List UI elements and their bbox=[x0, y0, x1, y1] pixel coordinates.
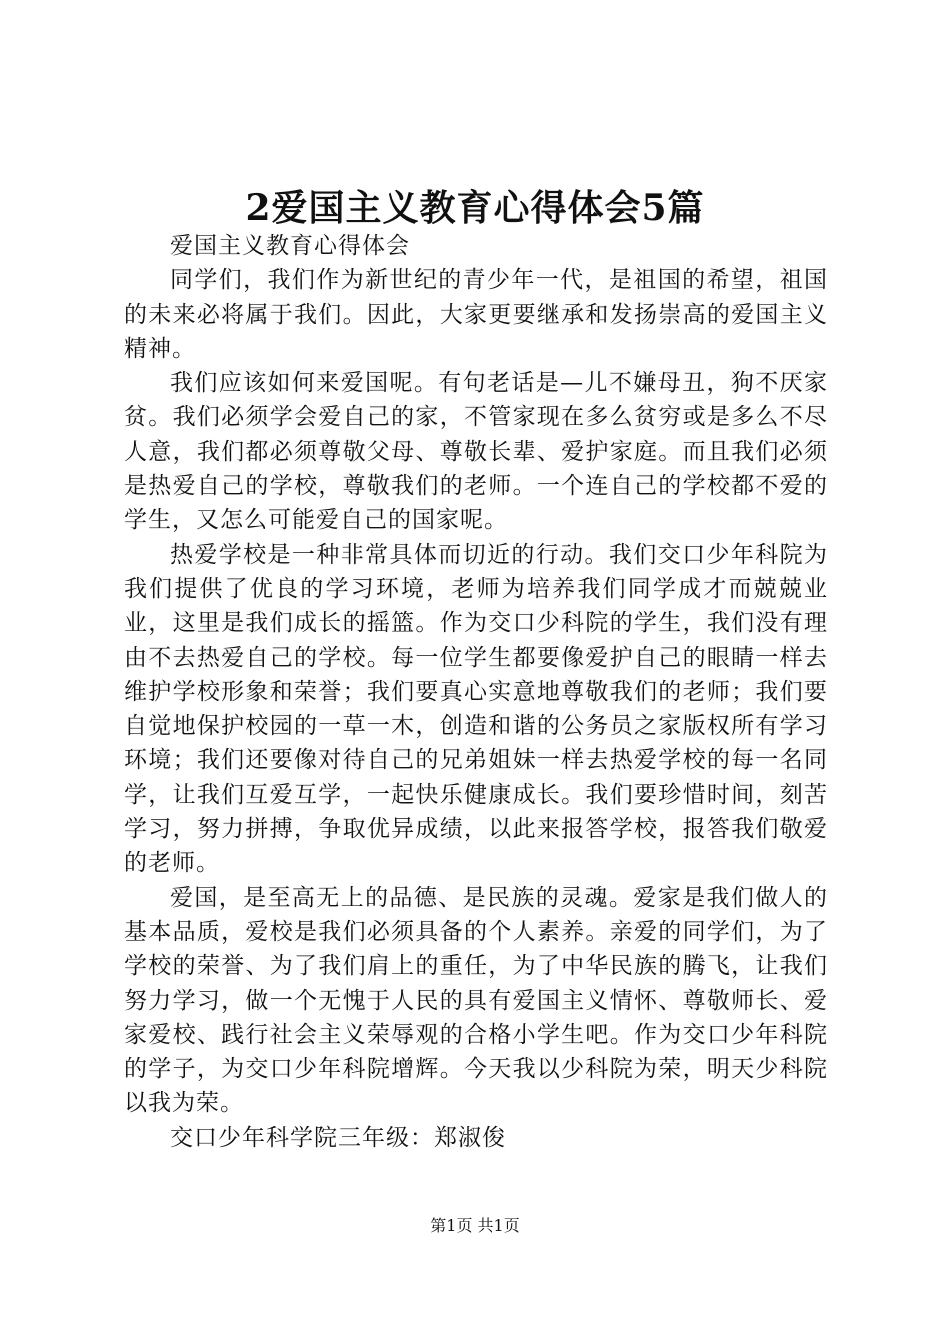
paragraph-2: 我们应该如何来爱国呢。有句老话是—儿不嫌母丑，狗不厌家贫。我们必须学会爱自己的家，不管家现在多么贫穷或是多么不尽人意，我们都必须尊敬父母、尊敬长辈、爱护家庭。而且我们必须是热爱自己的学校，尊敬我们的老师。一个连自己的学校都不爱的学生，又怎么可能爱自己的国家呢。 bbox=[124, 370, 828, 534]
document-body bbox=[124, 229, 828, 1155]
page-footer: 第1页 共1页 bbox=[430, 1216, 520, 1235]
author-signature: 交口少年科学院三年级：郑淑俊 bbox=[170, 1124, 506, 1151]
paragraph-1: 同学们，我们作为新世纪的青少年一代，是祖国的希望，祖国的未来必将属于我们。因此，大家更要继承和发扬崇高的爱国主义精神。 bbox=[124, 267, 828, 362]
paragraph-4: 爱国，是至高无上的品德、是民族的灵魂。爱家是我们做人的基本品质，爱校是我们必须具备的个人素养。亲爱的同学们，为了学校的荣誉、为了我们肩上的重任，为了中华民族的腾飞，让我们努力学习，做一个无愧于人民的具有爱国主义情怀、尊敬师长、爱家爱校、践行社会主义荣辱观的合格小学生吧。作为交口少年科院的学子，为交口少年科院增辉。今天我以少科院为荣，明天少科院以我为荣。 bbox=[124, 884, 828, 1117]
paragraph-3: 热爱学校是一种非常具体而切近的行动。我们交口少年科院为我们提供了优良的学习环境，老师为培养我们同学成才而兢兢业业，这里是我们成长的摇篮。作为交口少科院的学生，我们没有理由不去热爱自己的学校。每一位学生都要像爱护自己的眼睛一样去维护学校形象和荣誉；我们要真心实意地尊敬我们的老师；我们要自觉地保护校园的一草一木，创造和谐的公务员之家版权所有学习环境；我们还要像对待自己的兄弟姐妹一样去热爱学校的每一名同学，让我们互爱互学，一起快乐健康成长。我们要珍惜时间，刻苦学习，努力拼搏，争取优异成绩，以此来报答学校，报答我们敬爱的老师。 bbox=[124, 541, 828, 877]
paragraph-heading: 爱国主义教育心得体会 bbox=[170, 233, 410, 259]
document-title: 2爱国主义教育心得体会5篇 bbox=[245, 187, 705, 229]
